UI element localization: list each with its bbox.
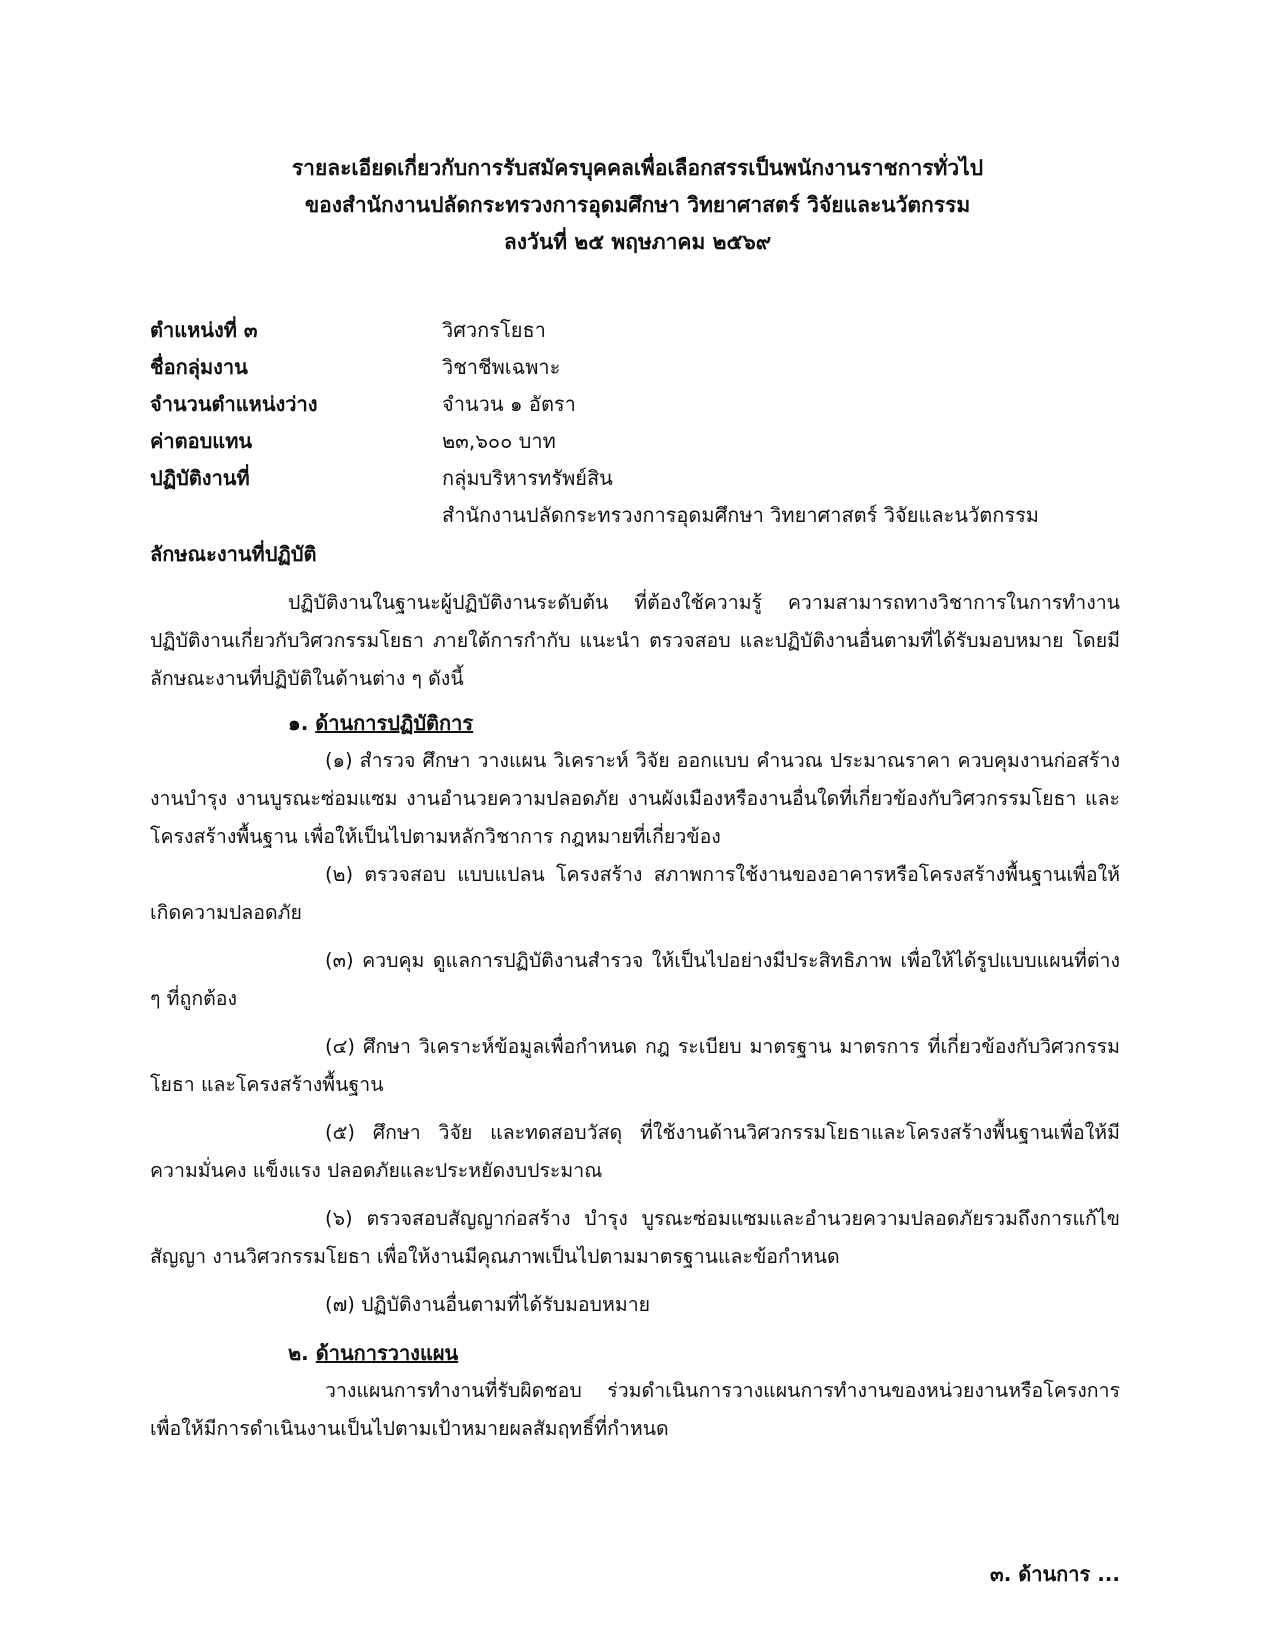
section-1-item-1: (๑) สำรวจ ศึกษา วางแผน วิเคราะห์ วิจัย ออกแบบ คำนวณ ประมาณราคา ควบคุมงานก่อสร้าง งานบำรุง งานบูรณะซ่อมแซม งานอำนวยความปลอดภัย งานผังเมืองหรืองานอื่นใดที่เกี่ยวข้องกับวิศวกรรมโยธา และโครงสร้างพื้นฐาน เพื่อให้เป็นไปตามหลักวิชาการ กฎหมายที่เกี่ยวข้อง bbox=[150, 749, 1120, 848]
title-line-2: ของสำนักงานปลัดกระทรวงการอุดมศึกษา วิทยาศาสตร์ วิจัยและนวัตกรรม bbox=[304, 193, 971, 217]
info-row-compensation bbox=[150, 423, 1150, 460]
info-row-workplace bbox=[150, 460, 1150, 497]
info-row-group bbox=[150, 349, 1150, 386]
section-1-heading bbox=[150, 704, 1120, 742]
section-2-paragraph: วางแผนการทำงานที่รับผิดชอบ ร่วมดำเนินการวางแผนการทำงานของหน่วยงานหรือโครงการ เพื่อให้มีการดำเนินงานเป็นไปตามเป้าหมายผลสัมฤทธิ์ที่กำหนด bbox=[150, 1379, 1120, 1440]
section-2-heading bbox=[150, 1334, 1120, 1372]
job-intro-paragraph: ปฏิบัติงานในฐานะผู้ปฏิบัติงานระดับต้น ที่ต้องใช้ความรู้ ความสามารถทางวิชาการในการทำงาน ปฏิบัติงานเกี่ยวกับวิศวกรรมโยธา ภายใต้การกำกับ แนะนำ ตรวจสอบ และปฏิบัติงานอื่นตามที่ได้รับมอบหมาย โดยมีลักษณะงานที่ปฏิบัติในด้านต่าง ๆ ดังนี้ bbox=[150, 591, 1120, 690]
section-1-item-6: (๖) ตรวจสอบสัญญาก่อสร้าง บำรุง บูรณะซ่อมแซมและอำนวยความปลอดภัยรวมถึงการแก้ไขสัญญา งานวิศวกรรมโยธา เพื่อให้งานมีคุณภาพเป็นไปตามมาตรฐานและข้อกำหนด bbox=[150, 1207, 1120, 1268]
title-line-1: รายละเอียดเกี่ยวกับการรับสมัครบุคคลเพื่อเลือกสรรเป็นพนักงานราชการทั่วไป bbox=[291, 156, 984, 180]
info-label bbox=[150, 497, 442, 534]
info-row-vacancies bbox=[150, 386, 1150, 423]
section-1-item-7: (๗) ปฏิบัติงานอื่นตามที่ได้รับมอบหมาย bbox=[325, 1293, 651, 1316]
info-label: ชื่อกลุ่มงาน bbox=[150, 355, 248, 379]
info-row-position bbox=[150, 312, 1150, 349]
info-value: กลุ่มบริหารทรัพย์สิน bbox=[442, 466, 613, 490]
info-label: ตำแหน่งที่ ๓ bbox=[150, 318, 258, 342]
section-number: ๑. bbox=[288, 711, 309, 735]
info-label: จำนวนตำแหน่งว่าง bbox=[150, 392, 318, 416]
info-value: สำนักงานปลัดกระทรวงการอุดมศึกษา วิทยาศาสตร์ วิจัยและนวัตกรรม bbox=[442, 503, 1039, 527]
info-label: ค่าตอบแทน bbox=[150, 429, 253, 453]
section-1-item-3: (๓) ควบคุม ดูแลการปฏิบัติงานสำรวจ ให้เป็นไปอย่างมีประสิทธิภาพ เพื่อให้ได้รูปแบบแผนที่ต่าง ๆ ที่ถูกต้อง bbox=[150, 949, 1120, 1010]
section-1-item-5: (๕) ศึกษา วิจัย และทดสอบวัสดุ ที่ใช้งานด้านวิศวกรรมโยธาและโครงสร้างพื้นฐานเพื่อให้มีความมั่นคง แข็งแรง ปลอดภัยและประหยัดงบประมาณ bbox=[150, 1121, 1120, 1182]
continuation-note: ๓. ด้านการ ... bbox=[990, 1562, 1120, 1586]
section-title: ด้านการปฏิบัติการ bbox=[315, 711, 474, 735]
job-description-heading: ลักษณะงานที่ปฏิบัติ bbox=[150, 542, 317, 566]
info-value: ๒๓,๖๐๐ บาท bbox=[442, 429, 556, 453]
document-title bbox=[0, 150, 1275, 261]
info-label: ปฏิบัติงานที่ bbox=[150, 466, 250, 490]
job-description bbox=[150, 536, 1120, 1448]
title-line-3-date: ลงวันที่ ๒๕ พฤษภาคม ๒๕๖๙ bbox=[503, 230, 772, 254]
section-1-item-4: (๔) ศึกษา วิเคราะห์ข้อมูลเพื่อกำหนด กฎ ระเบียบ มาตรฐาน มาตรการ ที่เกี่ยวข้องกับวิศวกรรมโยธา และโครงสร้างพื้นฐาน bbox=[150, 1035, 1120, 1096]
section-title: ด้านการวางแผน bbox=[315, 1341, 459, 1365]
section-number: ๒. bbox=[288, 1341, 309, 1365]
position-info-table bbox=[150, 312, 1150, 534]
section-1-item-2: (๒) ตรวจสอบ แบบแปลน โครงสร้าง สภาพการใช้งานของอาคารหรือโครงสร้างพื้นฐานเพื่อให้เกิดความปลอดภัย bbox=[150, 863, 1120, 924]
info-value: วิชาชีพเฉพาะ bbox=[442, 355, 561, 379]
info-value: วิศวกรโยธา bbox=[442, 318, 546, 342]
info-row-workplace-office bbox=[150, 497, 1150, 534]
info-value: จำนวน ๑ อัตรา bbox=[442, 392, 576, 416]
